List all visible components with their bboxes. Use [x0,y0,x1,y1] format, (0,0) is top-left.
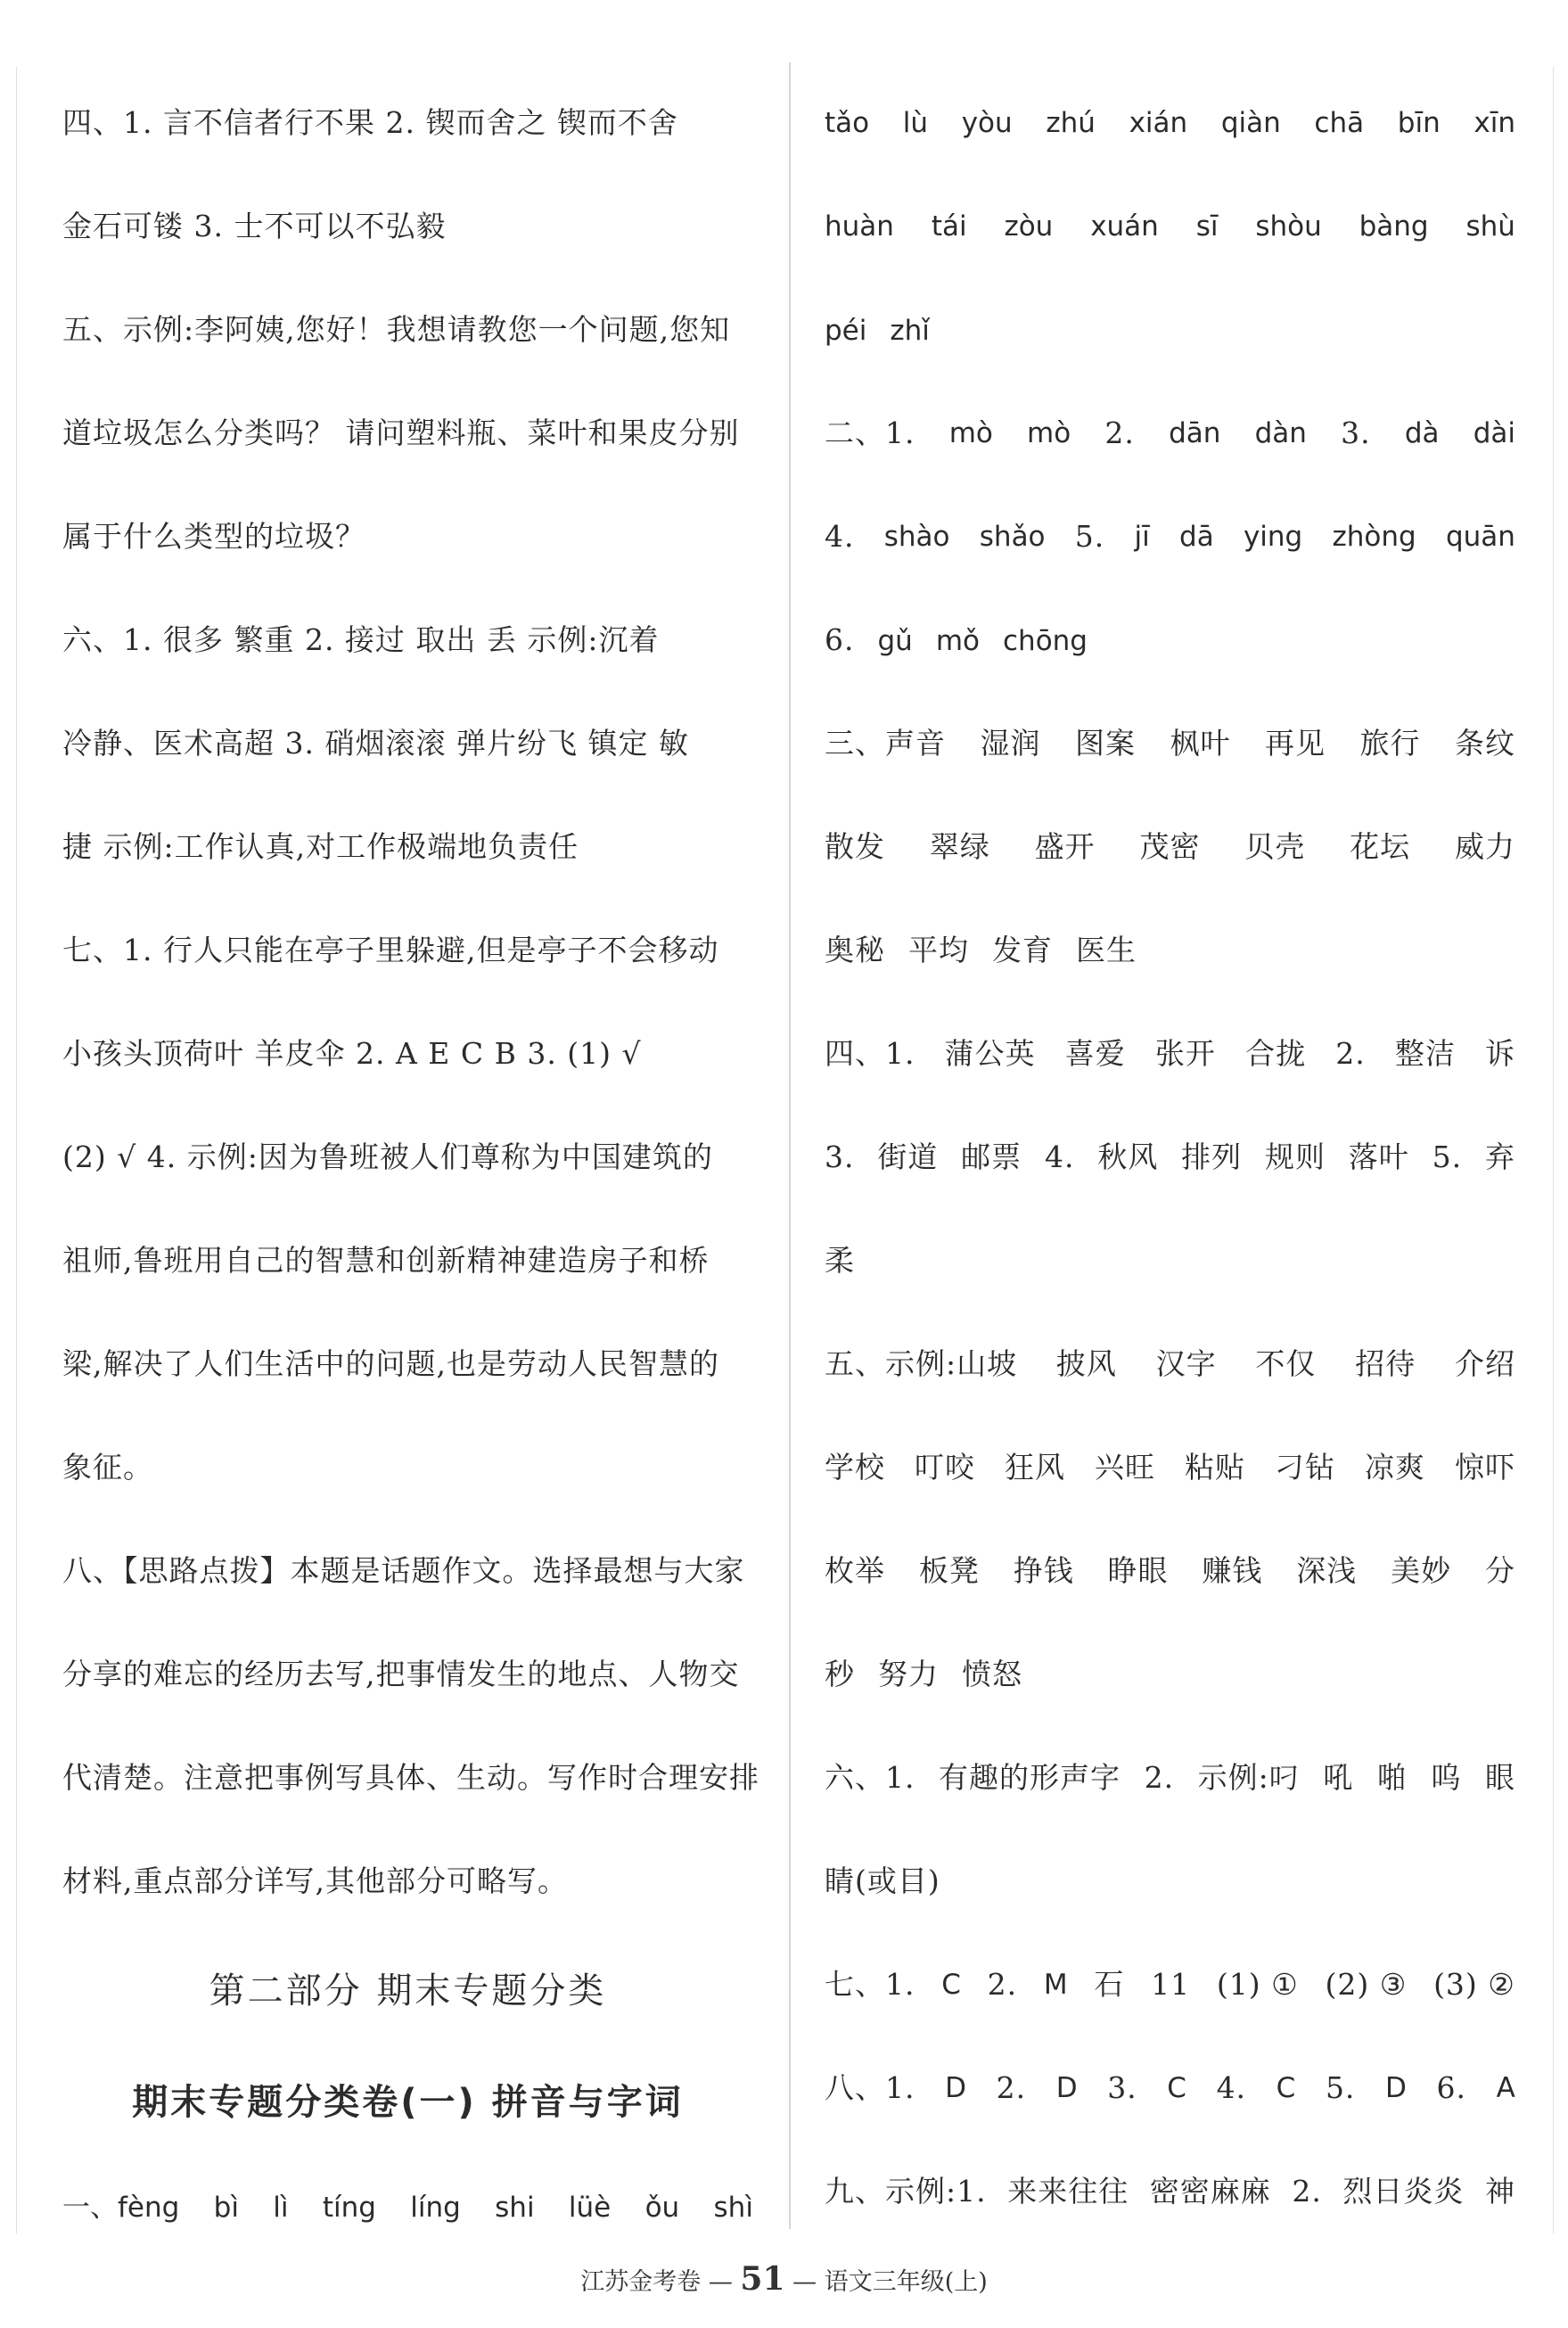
answer-line: 材料,重点部分详写,其他部分可略写。 [62,1863,568,1898]
footer-dash: — [708,2268,733,2296]
answer-token: 蒲公英 [944,1036,1036,1071]
answer-line [825,588,1515,692]
answer-token: zòu [1004,210,1054,243]
answer-token: 合拢 [1245,1036,1307,1071]
footer-subject: 语文三年级(上) [824,2268,988,2296]
pinyin-line [62,2156,753,2259]
answer-line [825,2036,1515,2140]
pinyin-token: shì [713,2192,753,2224]
answer-token: 4. [1216,2070,1247,2105]
answer-token: 整洁 [1394,1036,1456,1071]
answer-token: gǔ [877,625,913,657]
answer-token: 5. [1325,2070,1356,2105]
answer-token: C [1276,2072,1296,2104]
answer-line [825,1623,1515,1726]
answer-token: 惊吓 [1455,1450,1515,1485]
answer-token: mò [1027,417,1071,449]
footer-book: 江苏金考卷 [580,2268,702,2296]
left-column [62,71,759,2259]
column-divider [789,62,791,2229]
answer-token: 秒 [825,1657,855,1691]
answer-token: C [941,1969,961,2001]
answer-token: (3) ② [1433,1967,1515,2002]
answer-token: 眼 [1484,1760,1515,1795]
answer-token: 茂密 [1139,829,1201,864]
answer-token: 诉 [1484,1036,1515,1071]
answer-token: 奥秘 [825,933,885,967]
right-margin-line [1553,67,1554,2233]
answer-line [825,795,1515,899]
answer-line: 梁,解决了人们生活中的问题,也是劳动人民智慧的 [62,1346,719,1381]
answer-token: 5. [1074,519,1105,554]
answer-token: 花坛 [1350,829,1411,864]
part-title: 第二部分 期末专题分类 [209,1970,607,2011]
answer-token: 美妙 [1391,1553,1452,1588]
answer-line [825,485,1515,588]
answer-token: 烈日炎炎 [1342,2174,1465,2209]
answer-token: 刁钻 [1275,1450,1335,1485]
answer-token: mǒ [935,625,980,657]
answer-line [825,2140,1515,2243]
answer-token: 医生 [1076,933,1137,967]
answer-token: 凉爽 [1365,1450,1425,1485]
answer-line: 七、1. 行人只能在亭子里躲避,但是亭子不会移动 [62,933,719,967]
footer-dash: — [792,2268,817,2296]
answer-token: 喜爱 [1064,1036,1126,1071]
answer-token: 2. [996,2070,1027,2105]
answer-token: dà [1404,417,1440,449]
answer-line [825,1933,1515,2036]
pinyin-token: shi [495,2192,535,2224]
answer-token: 排列 [1181,1139,1243,1174]
answer-token: (2) ③ [1325,1967,1408,2002]
answer-token: 11 [1151,1967,1191,2002]
answer-token: huàn [825,210,894,243]
answer-token: 石 [1094,1967,1125,2002]
answer-line [825,175,1515,278]
answer-token: qiàn [1220,107,1281,139]
answer-token: 睁眼 [1107,1553,1169,1588]
answer-token: zhú [1046,107,1096,139]
answer-token: 示例:叼 [1197,1760,1300,1795]
answer-token: 五、示例:山坡 [825,1346,1018,1381]
answer-line [825,1106,1515,1209]
answer-token: 六、1. [825,1760,915,1795]
answer-token: 平均 [908,933,969,967]
answer-token: 弃 [1484,1139,1515,1174]
answer-token: D [1385,2072,1407,2104]
answer-line [825,1002,1515,1106]
answer-token: 愤怒 [962,1657,1022,1691]
right-answer-lines [825,71,1515,2243]
answer-line [825,1416,1515,1519]
answer-line: 小孩头顶荷叶 羊皮伞 2. A E C B 3. (1) √ [62,1036,642,1071]
answer-token: 挣钱 [1013,1553,1074,1588]
answer-token: 秋风 [1097,1139,1159,1174]
answer-token: tǎo [825,107,870,139]
answer-token: 有趣的形声字 [939,1760,1121,1795]
answer-line [825,1209,1515,1312]
answer-token: dān [1169,417,1221,449]
pinyin-token: tíng [322,2192,376,2224]
page-footer [0,2260,1568,2298]
answer-token: 旅行 [1359,726,1421,761]
answer-token: 规则 [1264,1139,1326,1174]
answer-token: 分 [1484,1553,1515,1588]
answer-token: 兴旺 [1095,1450,1155,1485]
answer-line: 属于什么类型的垃圾？ [62,519,365,554]
answer-token: 散发 [825,829,885,864]
answer-token: dàn [1254,417,1307,449]
answer-line: 五、示例:李阿姨,您好！我想请教您一个问题,您知 [62,312,731,347]
answer-token: tái [931,210,967,243]
answer-token: 4. [1044,1139,1075,1174]
pinyin-token: lì [273,2192,289,2224]
answer-token: 街道 [877,1139,939,1174]
answer-line: 金石可镂 3. 士不可以不弘毅 [62,209,447,243]
answer-token: 啪 [1376,1760,1408,1795]
answer-token: 邮票 [961,1139,1022,1174]
answer-token: 来来往往 [1007,2174,1129,2209]
answer-token: 二、1. [825,415,915,450]
answer-line: 八、【思路点拨】本题是话题作文。选择最想与大家 [62,1553,745,1588]
answer-token: sī [1195,210,1219,243]
answer-line: 四、1. 言不信者行不果 2. 锲而舍之 锲而不舍 [62,105,678,140]
answer-token: 四、1. [825,1036,915,1071]
answer-token: 赚钱 [1202,1553,1263,1588]
answer-line: 象征。 [62,1450,153,1485]
answer-token: M [1043,1969,1068,2001]
answer-token: dā [1179,521,1214,553]
answer-line: 分享的难忘的经历去写,把事情发生的地点、人物交 [62,1657,740,1691]
answer-token: 汉字 [1155,1346,1217,1381]
answer-token: 3. [1107,2070,1137,2105]
answer-token: bàng [1359,210,1429,243]
answer-token: 七、1. [825,1967,915,2002]
pinyin-token: 一、fèng [62,2192,180,2224]
answer-line [825,1726,1515,1830]
answer-token: dài [1473,417,1515,449]
answer-token: 神 [1485,2174,1515,2209]
answer-token: 再见 [1265,726,1326,761]
answer-token: 不仅 [1255,1346,1317,1381]
section-title: 期末专题分类卷(一) 拼音与字词 [132,2082,684,2123]
answer-token: 图案 [1075,726,1136,761]
answer-token: 湿润 [980,726,1041,761]
answer-token: 深浅 [1296,1553,1358,1588]
answer-token: 九、示例:1. [825,2174,987,2209]
answer-token: 5. [1432,1139,1463,1174]
answer-token: shào [883,521,950,553]
answer-token: 三、声音 [825,726,946,761]
answer-token: 翠绿 [929,829,990,864]
answer-line [825,899,1515,1002]
answer-token: 枫叶 [1170,726,1231,761]
answer-token: zhòng [1332,521,1416,553]
answer-token: 6. [1436,2070,1467,2105]
answer-token: zhǐ [890,315,930,347]
answer-token: 板凳 [918,1553,980,1588]
answer-token: 贝壳 [1244,829,1306,864]
pinyin-token: ǒu [644,2192,680,2224]
answer-token: shǎo [979,521,1046,553]
answer-token: 八、1. [825,2070,915,2105]
answer-token: lù [902,107,929,139]
answer-token: 张开 [1154,1036,1216,1071]
answer-line: 代清楚。注意把事例写具体、生动。写作时合理安排 [62,1760,759,1795]
answer-token: (1) ① [1216,1967,1299,2002]
answer-token: 努力 [878,1657,939,1691]
answer-token: 睛(或目) [825,1863,940,1898]
answer-token: chōng [1003,625,1088,657]
answer-token: 威力 [1454,829,1515,864]
answer-token: A [1496,2072,1515,2104]
pinyin-token: lüè [568,2192,612,2224]
answer-token: bīn [1397,107,1441,139]
answer-token: 3. [825,1139,855,1174]
answer-token: xuán [1090,210,1159,243]
answer-token: 呜 [1431,1760,1462,1795]
answer-token: ying [1243,521,1303,553]
answer-token: 2. [987,1967,1018,2002]
answer-line: (2) √ 4. 示例:因为鲁班被人们尊称为中国建筑的 [62,1139,713,1174]
answer-token: 2. [1144,1760,1175,1795]
left-answer-lines [62,71,759,1933]
answer-token: 学校 [825,1450,885,1485]
answer-token: 6. [825,622,855,657]
answer-token: D [945,2072,966,2104]
answer-line [825,1830,1515,1933]
answer-token: shòu [1255,210,1322,243]
answer-token: D [1055,2072,1078,2104]
answer-token: 落叶 [1348,1139,1409,1174]
page-number: 51 [740,2260,785,2298]
answer-token: quān [1445,521,1515,553]
answer-token: 条纹 [1455,726,1515,761]
answer-line [825,1312,1515,1416]
answer-line [825,1519,1515,1623]
answer-token: 2. [1335,1036,1366,1071]
left-margin-line [16,67,17,2233]
answer-token: péi [825,315,867,347]
pinyin-token: bì [213,2192,239,2224]
pinyin-token: líng [410,2192,461,2224]
answer-line [825,278,1515,382]
answer-token: shù [1465,210,1515,243]
answer-line [825,71,1515,175]
answer-token: 2. [1292,2174,1322,2209]
answer-token: mò [948,417,993,449]
answer-line: 道垃圾怎么分类吗？ 请问塑料瓶、菜叶和果皮分别 [62,415,740,450]
answer-token: 粘贴 [1185,1450,1245,1485]
answer-token: 招待 [1355,1346,1416,1381]
answer-token: 4. [825,519,855,554]
right-column [825,71,1515,2243]
answer-line [825,382,1515,485]
answer-token: 密密麻麻 [1149,2174,1271,2209]
answer-token: 柔 [825,1243,855,1278]
answer-token: 吼 [1323,1760,1354,1795]
answer-token: jī [1134,521,1150,553]
answer-line: 捷 示例:工作认真,对工作极端地负责任 [62,829,579,864]
answer-line [825,692,1515,795]
answer-line: 祖师,鲁班用自己的智慧和创新精神建造房子和桥 [62,1243,710,1278]
answer-token: 介绍 [1454,1346,1515,1381]
answer-token: 2. [1104,415,1135,450]
answer-token: 发育 [992,933,1053,967]
answer-token: 披风 [1055,1346,1117,1381]
answer-line: 六、1. 很多 繁重 2. 接过 取出 丢 示例:沉着 [62,622,660,657]
answer-token: 盛开 [1034,829,1096,864]
answer-token: yòu [961,107,1013,139]
answer-token: 狂风 [1005,1450,1065,1485]
answer-token: C [1167,2072,1186,2104]
answer-line: 冷静、医术高超 3. 硝烟滚滚 弹片纷飞 镇定 敏 [62,726,689,761]
answer-token: xīn [1474,107,1515,139]
answer-token: 枚举 [825,1553,885,1588]
answer-token: chā [1314,107,1365,139]
answer-token: 叮咬 [915,1450,975,1485]
answer-token: 3. [1341,415,1371,450]
answer-token: xián [1129,107,1188,139]
